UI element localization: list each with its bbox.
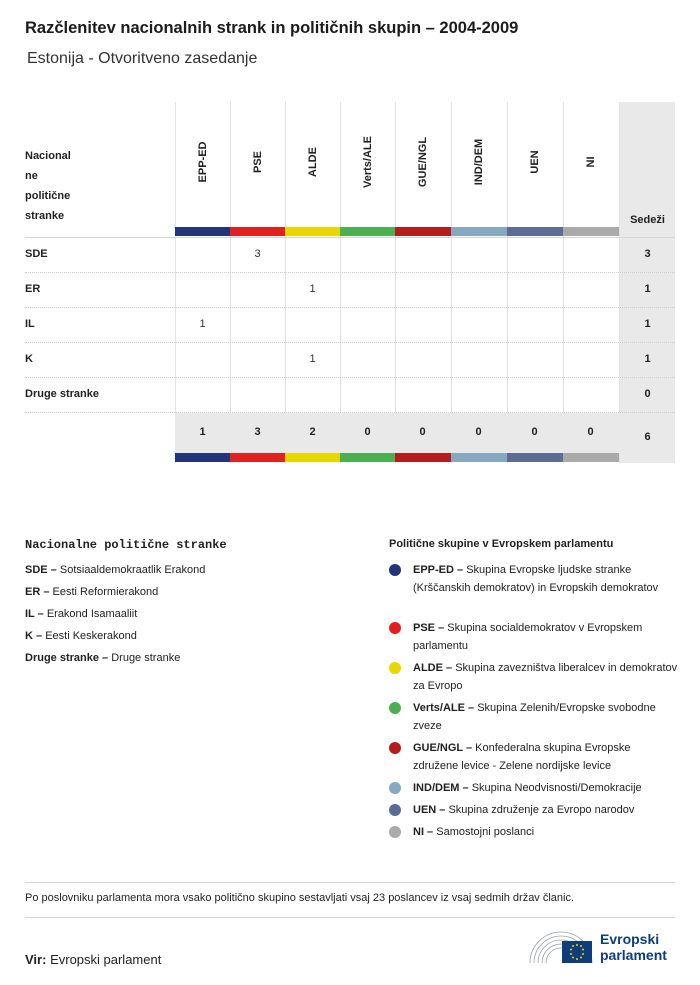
legend-name: Erakond Isamaaliit (46, 608, 138, 620)
group-color-bar (563, 227, 619, 236)
national-legend-item (25, 652, 180, 664)
group-color-bar (340, 453, 395, 462)
column-header (340, 102, 395, 227)
table-row (25, 342, 675, 377)
group-legend-text (413, 561, 678, 597)
source-line (25, 952, 161, 967)
group-color-dot-icon (389, 622, 401, 634)
group-color-bar (395, 227, 451, 236)
legend-separator: – (47, 564, 60, 576)
column-header-label: IND/DEM (472, 138, 485, 186)
legend-name: Skupina Zelenih/Evropske svobodne zveze (413, 702, 656, 732)
total-cell: 0 (475, 426, 482, 438)
group-legend-text (413, 659, 678, 695)
group-legend-text (413, 823, 678, 841)
row-header-label: Nacional ne politične stranke (25, 150, 71, 222)
legend-abbr: GUE/NGL (413, 742, 463, 754)
row-party-label: IL (25, 318, 35, 330)
legend-separator: – (459, 782, 472, 794)
group-color-bar (285, 453, 340, 462)
row-seats-value: 1 (644, 353, 651, 365)
legend-separator: – (464, 702, 478, 714)
column-header-label: UEN (528, 150, 541, 174)
column-header (563, 102, 618, 227)
column-header (230, 102, 285, 227)
row-party-label: Druge stranke (25, 388, 99, 400)
table-row (25, 377, 675, 412)
legend-separator: – (98, 652, 112, 664)
legend-name: Druge stranke (111, 652, 181, 664)
column-header (285, 102, 340, 227)
legend-abbr: K (25, 630, 33, 642)
table-cell: 1 (199, 318, 206, 330)
group-color-bar (230, 227, 285, 236)
group-color-bar (340, 227, 395, 236)
row-seats-value: 0 (644, 388, 651, 400)
legend-name: Skupina združenje za Evropo narodov (448, 804, 635, 816)
legend-abbr: Verts/ALE (413, 702, 465, 714)
group-legend-text (413, 779, 678, 797)
legend-abbr: NI (413, 826, 424, 838)
divider (25, 917, 675, 918)
legend-separator: – (32, 630, 46, 642)
group-legend-text (413, 739, 678, 775)
total-cell: 2 (309, 426, 316, 438)
breakdown-table (0, 0, 700, 470)
group-color-dot-icon (389, 702, 401, 714)
group-color-dot-icon (389, 742, 401, 754)
column-header (395, 102, 450, 227)
national-legend-item (25, 586, 158, 598)
legend-separator: – (40, 586, 53, 598)
group-color-dot-icon (389, 564, 401, 576)
page-title: Razčlenitev nacionalnih strank in političnih skupin – 2004-2009 (25, 19, 519, 37)
national-legend-item (25, 564, 205, 576)
legend-abbr: PSE (413, 622, 436, 634)
total-cell: 3 (254, 426, 261, 438)
legend-separator: – (436, 804, 449, 816)
legend-abbr: IL (25, 608, 35, 620)
seats-header: Sedeži (630, 214, 665, 226)
group-color-bar (451, 227, 507, 236)
group-color-dot-icon (389, 662, 401, 674)
group-color-bar (175, 453, 230, 462)
source-label: Vir: (25, 952, 47, 967)
hemicycle-icon (528, 927, 594, 967)
row-seats-value: 1 (644, 283, 651, 295)
legend-abbr: EPP-ED (413, 564, 454, 576)
total-cell: 0 (531, 426, 538, 438)
legend-name: Eesti Keskerakond (45, 630, 137, 642)
column-header (507, 102, 562, 227)
legend-abbr: Druge stranke (25, 652, 99, 664)
ep-logo (528, 927, 678, 967)
legend-separator: – (453, 564, 467, 576)
legend-abbr: ALDE (413, 662, 443, 674)
group-color-bar (285, 227, 340, 236)
group-legend-text (413, 699, 678, 735)
total-cell: 1 (199, 426, 206, 438)
legend-name: Konfederalna skupina Evropske združene levice - Zelene nordijske levice (413, 742, 631, 772)
row-seats-value: 3 (644, 248, 651, 260)
legend-separator: – (424, 826, 437, 838)
row-party-label: SDE (25, 248, 48, 260)
column-header (451, 102, 506, 227)
legend-name: Skupina Evropske ljudske stranke (Krščanskih demokratov) in Evropskih demokratov (413, 564, 659, 594)
logo-text: Evropski parlament (600, 931, 667, 963)
national-legend-item (25, 608, 137, 620)
group-color-bar (507, 227, 563, 236)
table-cell: 3 (254, 248, 261, 260)
group-legend-title: Politične skupine v Evropskem parlamentu (389, 538, 614, 550)
table-row (25, 272, 675, 307)
column-header (175, 102, 230, 227)
footnote: Po poslovniku parlamenta mora vsako politično skupino sestavljati vsaj 23 poslancev iz vsaj sedmih držav članic. (25, 892, 575, 904)
legend-name: Skupina zavezništva liberalcev in demokratov za Evropo (413, 662, 678, 692)
column-header-label: ALDE (306, 147, 319, 177)
legend-abbr: IND/DEM (413, 782, 460, 794)
column-header-label: EPP-ED (196, 141, 209, 183)
total-cell: 0 (419, 426, 426, 438)
group-color-dot-icon (389, 826, 401, 838)
legend-name: Samostojni poslanci (436, 826, 535, 838)
group-color-dot-icon (389, 804, 401, 816)
group-color-bar (175, 227, 230, 236)
column-header-label: PSE (251, 150, 264, 174)
legend-abbr: SDE (25, 564, 48, 576)
table-cell: 1 (309, 283, 316, 295)
legend-name: Eesti Reformierakond (52, 586, 159, 598)
row-party-label: K (25, 353, 33, 365)
total-cell: 0 (587, 426, 594, 438)
divider (25, 882, 675, 883)
total-seats-value: 6 (644, 431, 651, 443)
table-row (25, 307, 675, 342)
group-color-bar (507, 453, 563, 462)
legend-abbr: UEN (413, 804, 437, 816)
legend-name: Skupina socialdemokratov v Evropskem parlamentu (413, 622, 643, 652)
legend-name: Sotsiaaldemokraatlik Erakond (59, 564, 206, 576)
national-legend-item (25, 630, 137, 642)
national-legend-title: Nacionalne politične stranke (25, 538, 227, 552)
source-value: Evropski parlament (50, 952, 162, 967)
column-header-label: NI (584, 156, 597, 168)
group-legend-text (413, 619, 678, 655)
total-cell: 0 (364, 426, 371, 438)
group-color-bar (230, 453, 285, 462)
group-legend-text (413, 801, 678, 819)
legend-name: Skupina Neodvisnosti/Demokracije (471, 782, 642, 794)
group-color-bar (451, 453, 507, 462)
group-color-dot-icon (389, 782, 401, 794)
row-party-label: ER (25, 283, 41, 295)
column-header-label: GUE/NGL (416, 136, 429, 188)
row-seats-value: 1 (644, 318, 651, 330)
page-subtitle: Estonija - Otvoritveno zasedanje (27, 50, 258, 67)
legend-abbr: ER (25, 586, 41, 598)
legend-separator: – (435, 622, 448, 634)
group-color-bar (563, 453, 619, 462)
table-row (25, 237, 675, 272)
legend-separator: – (34, 608, 47, 620)
legend-separator: – (442, 662, 456, 674)
legend-separator: – (462, 742, 476, 754)
table-cell: 1 (309, 353, 316, 365)
group-color-bar (395, 453, 451, 462)
column-header-label: Verts/ALE (361, 136, 374, 188)
